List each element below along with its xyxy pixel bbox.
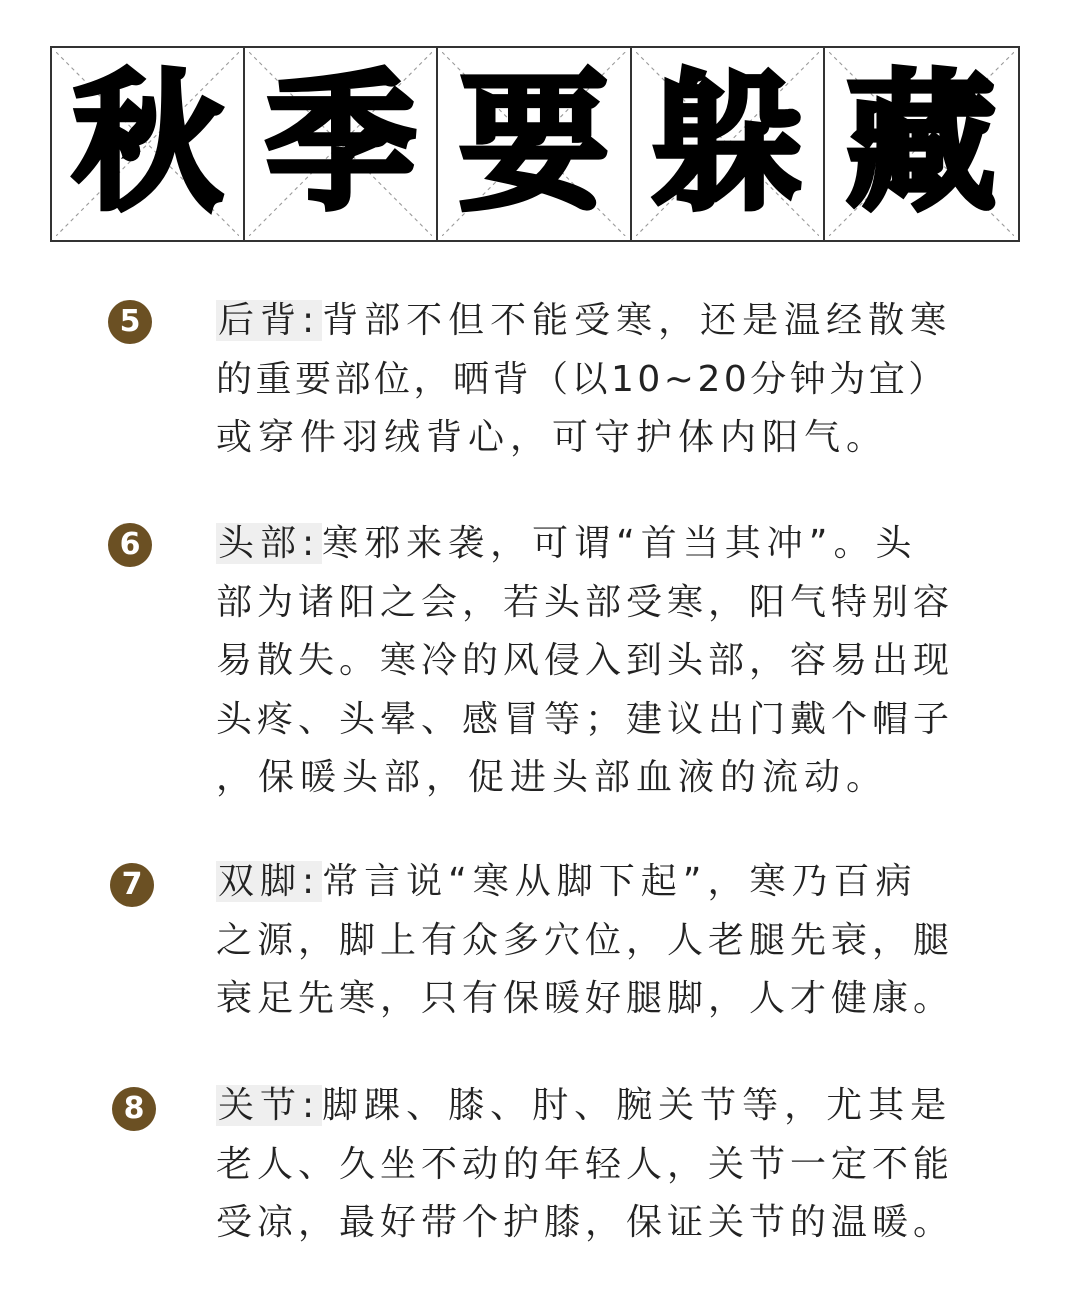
text-line: ，保暖头部，促进头部血液的流动。 (216, 757, 889, 798)
title-char: 躲 (652, 57, 803, 231)
text-line: 受凉，最好带个护膝，保证关节的温暖。 (216, 1202, 955, 1243)
text-line: 老人、久坐不动的年轻人，关节一定不能 (216, 1143, 955, 1185)
line-content: 脚踝、膝、肘、腕关节等，尤其是 (322, 1085, 953, 1126)
section-text (216, 853, 956, 1029)
section-label: 关节: (218, 1085, 321, 1126)
number-badge: 6 (108, 523, 152, 567)
text-line: 之源，脚上有众多穴位，人老腿先衰，腿 (216, 919, 955, 961)
text-line: 易散失。寒冷的风侵入到头部，容易出现 (216, 640, 955, 681)
line-content: 背部不但不能受寒，还是温经散寒 (322, 300, 953, 341)
section-label: 双脚: (218, 861, 321, 902)
section-label: 头部: (218, 523, 321, 564)
title-cell (245, 48, 438, 240)
number-badge: 8 (112, 1087, 156, 1131)
title-char: 季 (265, 57, 416, 231)
text-line: 的重要部位，晒背（以10~20分钟为宜） (216, 358, 948, 400)
section-text (216, 515, 956, 808)
title-cell (632, 48, 825, 240)
title-cell (438, 48, 631, 240)
title-char: 秋 (72, 57, 223, 231)
title-grid (50, 46, 1020, 242)
title-char: 要 (459, 57, 610, 231)
text-line: 部为诸阳之会，若头部受寒，阳气特别容 (216, 581, 955, 623)
number-badge: 5 (108, 300, 152, 344)
section-label: 后背: (218, 300, 321, 341)
section-text (216, 292, 956, 468)
line-content: 常言说“寒从脚下起”，寒乃百病 (322, 861, 918, 902)
text-line (216, 292, 956, 351)
text-line: 衰足先寒，只有保暖好腿脚，人才健康。 (216, 978, 955, 1019)
text-line (216, 515, 956, 574)
title-char: 藏 (846, 57, 997, 231)
title-cell (52, 48, 245, 240)
text-line (216, 853, 956, 912)
text-line (216, 1077, 956, 1136)
section-text (216, 1077, 956, 1253)
line-content: 寒邪来袭，可谓“首当其冲”。头 (322, 523, 918, 564)
text-line: 或穿件羽绒背心，可守护体内阳气。 (216, 417, 889, 458)
title-cell (825, 48, 1018, 240)
text-line: 头疼、头晕、感冒等；建议出门戴个帽子 (216, 698, 955, 740)
number-badge: 7 (110, 863, 154, 907)
